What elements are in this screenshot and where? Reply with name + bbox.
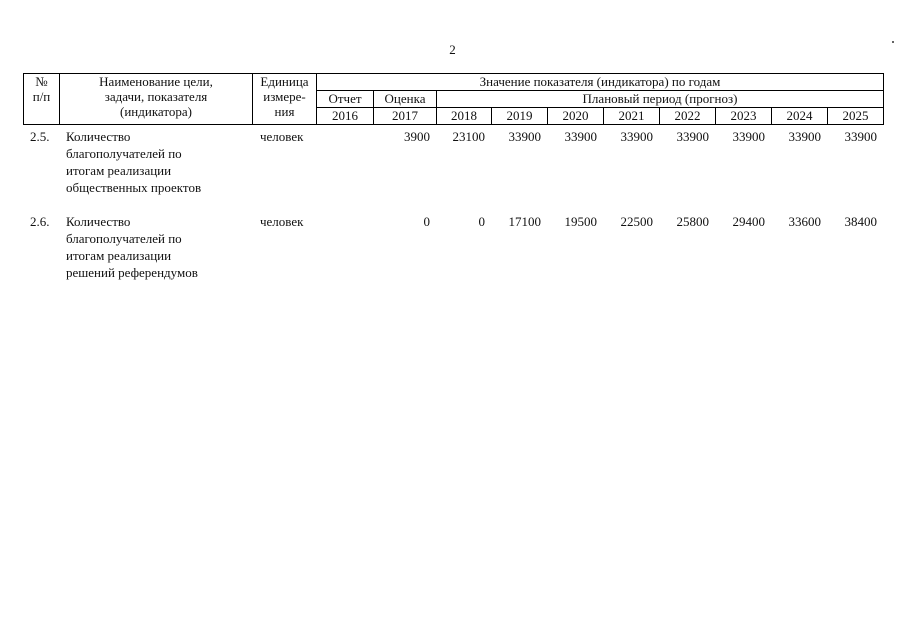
value-cell: 0: [423, 214, 430, 229]
header-name-cell: Наименование цели, задачи, показателя (индикатора): [60, 74, 253, 125]
header-year: 2024: [772, 108, 828, 125]
header-year: 2018: [437, 108, 492, 125]
value-cell: 29400: [732, 214, 765, 229]
value-cell: 23100: [452, 129, 485, 144]
value-cell: [317, 213, 374, 298]
header-year: 2016: [317, 108, 374, 125]
indicator-name: Количество благополучателей по итогам реализации решений референдумов: [66, 214, 198, 280]
header-num-cell: № п/п: [24, 74, 60, 125]
header-report-label: Отчет: [317, 91, 374, 108]
row-number: 2.5.: [30, 129, 50, 144]
unit-cell: человек: [260, 129, 304, 144]
header-year: 2019: [492, 108, 548, 125]
unit-cell: человек: [260, 214, 304, 229]
header-unit-cell: Единица измере- ния: [253, 74, 317, 125]
value-cell: 33900: [732, 129, 765, 144]
value-cell: 17100: [508, 214, 541, 229]
value-cell: 0: [478, 214, 485, 229]
value-cell: 3900: [404, 129, 430, 144]
value-cell: 33900: [620, 129, 653, 144]
value-cell: 25800: [676, 214, 709, 229]
value-cell: 33600: [788, 214, 821, 229]
value-cell: 33900: [788, 129, 821, 144]
header-year: 2023: [716, 108, 772, 125]
value-cell: 33900: [676, 129, 709, 144]
header-plan-period: Плановый период (прогноз): [437, 91, 884, 108]
header-year: 2020: [548, 108, 604, 125]
header-estimate-label: Оценка: [374, 91, 437, 108]
header-year: 2022: [660, 108, 716, 125]
value-cell: 33900: [844, 129, 877, 144]
value-cell: 38400: [844, 214, 877, 229]
row-number: 2.6.: [30, 214, 50, 229]
indicator-name: Количество благополучателей по итогам реализации общественных проектов: [66, 129, 202, 195]
value-cell: [317, 128, 374, 213]
header-year: 2021: [604, 108, 660, 125]
page-number: 2: [449, 42, 456, 57]
value-cell: 33900: [564, 129, 597, 144]
indicator-table-header: [23, 73, 884, 125]
indicator-table-body: [23, 128, 884, 298]
value-cell: 22500: [620, 214, 653, 229]
header-year: 2025: [828, 108, 884, 125]
value-cell: 33900: [508, 129, 541, 144]
scan-speck: [892, 41, 894, 43]
header-year: 2017: [374, 108, 437, 125]
table-row: [23, 213, 884, 298]
header-values-group: Значение показателя (индикатора) по годам: [317, 74, 884, 91]
table-row: [23, 128, 884, 213]
value-cell: 19500: [564, 214, 597, 229]
